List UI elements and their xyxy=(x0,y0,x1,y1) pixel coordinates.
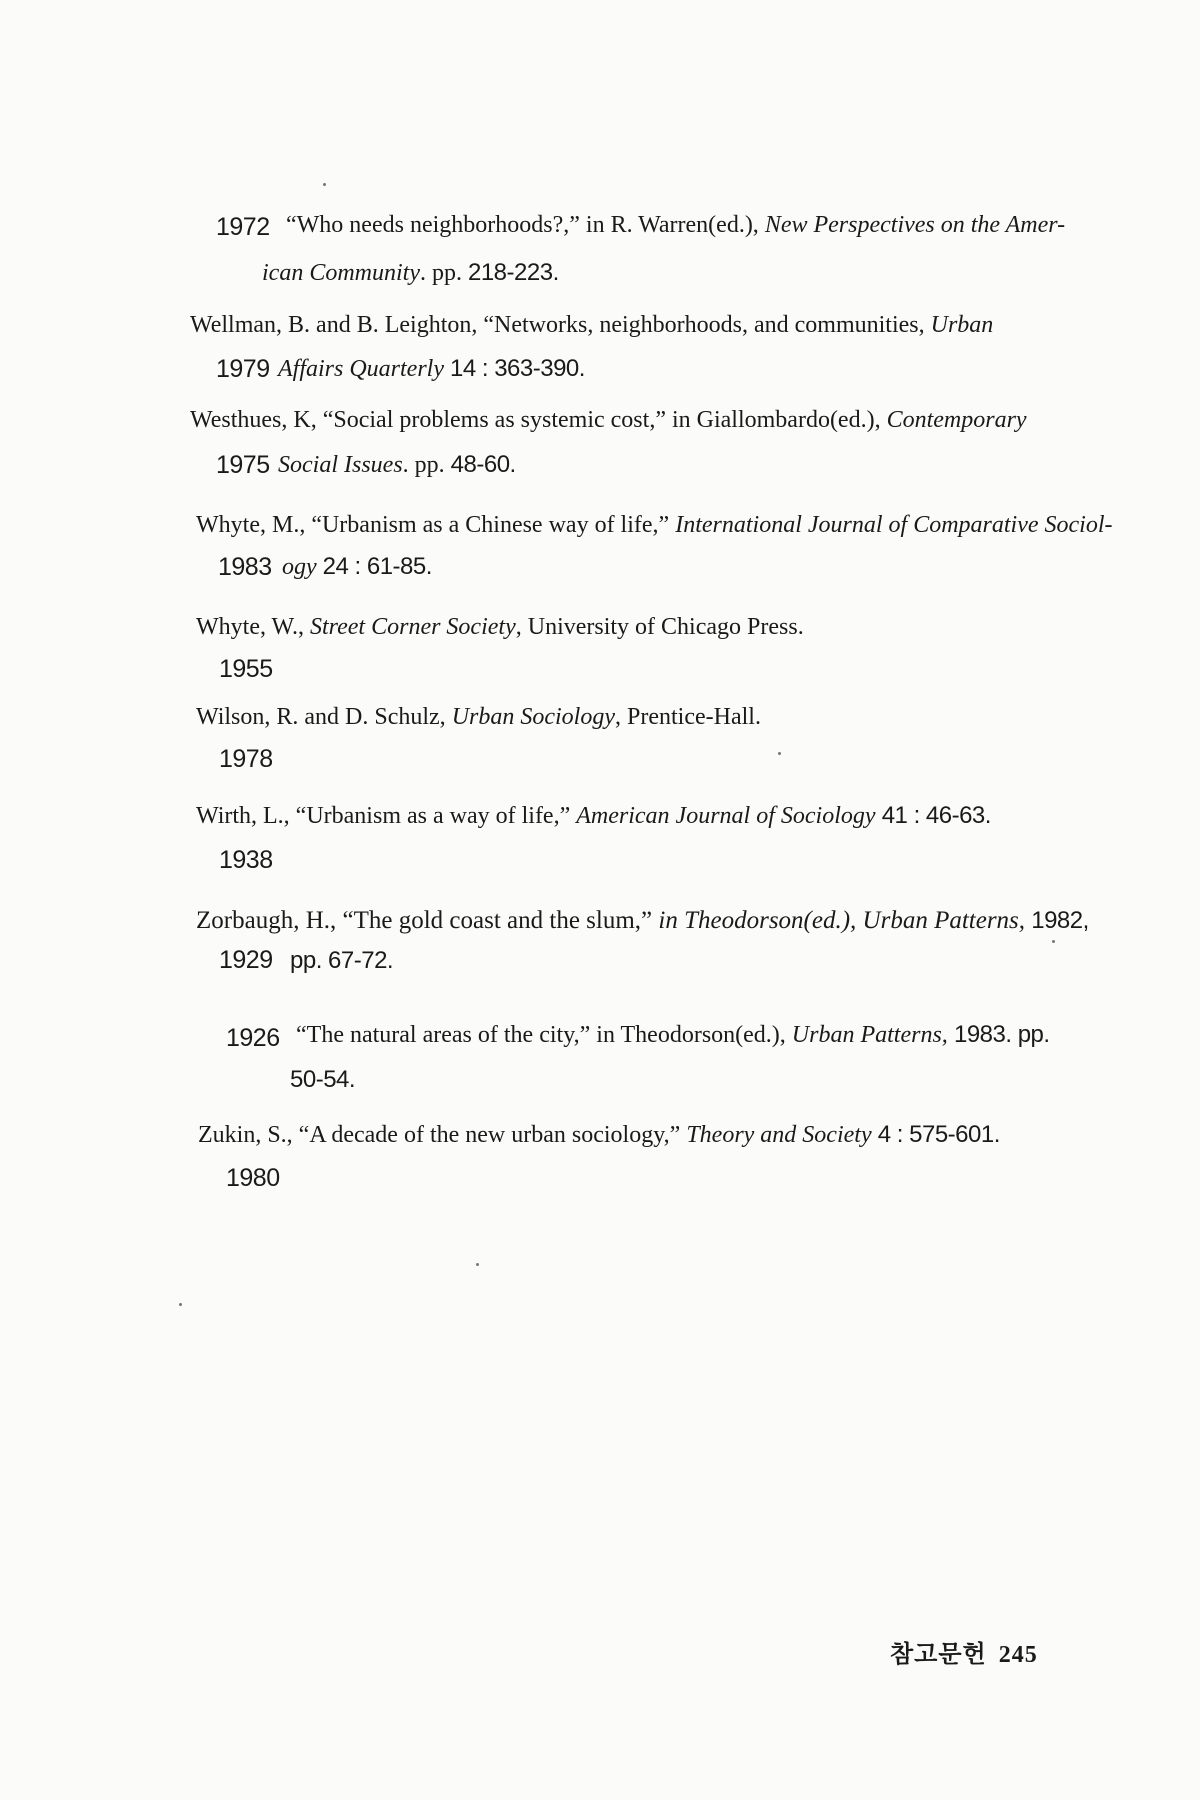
reference-text: “Who needs neighborhoods?,” in R. Warren(ed.), xyxy=(286,212,765,238)
reference-year: 1938 xyxy=(219,846,273,874)
reference-line xyxy=(190,405,1027,435)
reference-pages: 4 : 575-601. xyxy=(871,1121,1000,1148)
reference-text: Wellman, B. and B. Leighton, “Networks, neighborhoods, and communities, xyxy=(190,312,931,338)
reference-text: Zorbaugh, H., “The gold coast and the slum,” xyxy=(196,907,659,934)
page-number: 245 xyxy=(998,1642,1038,1668)
reference-pages: pp. 67-72. xyxy=(290,947,394,974)
reference-text: Wirth, L., “Urbanism as a way of life,” xyxy=(196,803,577,829)
reference-text: Zukin, S., “A decade of the new urban sociology,” xyxy=(198,1122,687,1148)
reference-pages: 41 : 46-63. xyxy=(875,802,991,829)
reference-pages: 14 : 363-390. xyxy=(450,355,585,382)
reference-title: Social Issues xyxy=(278,452,403,478)
reference-year: 1972 xyxy=(216,213,270,241)
reference-line xyxy=(286,210,1065,240)
reference-pages: 1982, xyxy=(1025,907,1089,934)
reference-text: Westhues, K, “Social problems as systemic cost,” in Giallombardo(ed.), xyxy=(190,407,887,433)
reference-year: 1975 xyxy=(216,451,270,479)
reference-title: International Journal of Comparative Sociol- xyxy=(675,512,1113,538)
reference-line xyxy=(262,258,559,288)
reference-pages: 50-54. xyxy=(290,1066,356,1093)
reference-text: Wilson, R. and D. Schulz, xyxy=(196,704,452,730)
reference-text: , University of Chicago Press. xyxy=(515,614,804,640)
reference-line xyxy=(198,1120,1000,1150)
reference-text: , Prentice-Hall. xyxy=(615,704,761,730)
reference-year: 1926 xyxy=(226,1024,280,1052)
reference-line xyxy=(196,510,1113,540)
reference-text: Whyte, M., “Urbanism as a Chinese way of life,” xyxy=(196,512,676,538)
scan-speck xyxy=(179,1303,182,1306)
reference-line xyxy=(196,702,761,732)
reference-text: Whyte, W., xyxy=(196,614,310,640)
reference-title: Urban xyxy=(930,312,994,338)
reference-title: American Journal of Sociology xyxy=(576,803,876,829)
reference-line xyxy=(190,310,993,340)
reference-year: 1978 xyxy=(219,745,273,773)
reference-line xyxy=(278,450,516,480)
reference-title: Street Corner Society xyxy=(310,614,516,640)
section-title: 참고문헌 xyxy=(890,1642,987,1668)
reference-line xyxy=(278,354,585,384)
reference-pages: 1983. pp. xyxy=(947,1021,1050,1048)
reference-pages: 48-60. xyxy=(450,451,516,478)
reference-line xyxy=(290,946,393,976)
reference-title: ican Community xyxy=(262,260,420,286)
reference-title: Affairs Quarterly xyxy=(278,356,444,382)
reference-year: 1980 xyxy=(226,1164,280,1192)
scan-speck xyxy=(778,752,781,755)
reference-pages: 24 : 61-85. xyxy=(322,553,432,580)
reference-line xyxy=(282,552,432,582)
reference-title: New Perspectives on the Amer- xyxy=(764,212,1066,238)
reference-title: in Theodorson(ed.), Urban Patterns, xyxy=(658,907,1026,934)
reference-line xyxy=(196,612,804,642)
reference-text: “The natural areas of the city,” in Theodorson(ed.), xyxy=(296,1022,792,1048)
reference-year: 1955 xyxy=(219,655,273,683)
page-footer xyxy=(890,1634,1038,1669)
reference-line xyxy=(290,1065,355,1095)
reference-year: 1979 xyxy=(216,355,270,383)
reference-title: ogy xyxy=(282,554,317,580)
scan-speck xyxy=(323,183,326,186)
reference-text: . pp. xyxy=(419,260,468,286)
reference-year: 1983 xyxy=(218,553,272,581)
reference-text: . pp. xyxy=(402,452,451,478)
reference-line xyxy=(196,906,1089,936)
reference-title: Urban Sociology xyxy=(451,704,615,730)
reference-line xyxy=(296,1020,1050,1050)
scan-speck xyxy=(476,1263,479,1266)
reference-title: Urban Patterns, xyxy=(791,1022,948,1048)
reference-title: Contemporary xyxy=(886,407,1027,433)
reference-pages: 218-223. xyxy=(467,259,559,286)
reference-line xyxy=(196,801,991,831)
scan-speck xyxy=(1052,940,1055,943)
reference-year: 1929 xyxy=(219,946,273,974)
reference-title: Theory and Society xyxy=(686,1122,872,1148)
